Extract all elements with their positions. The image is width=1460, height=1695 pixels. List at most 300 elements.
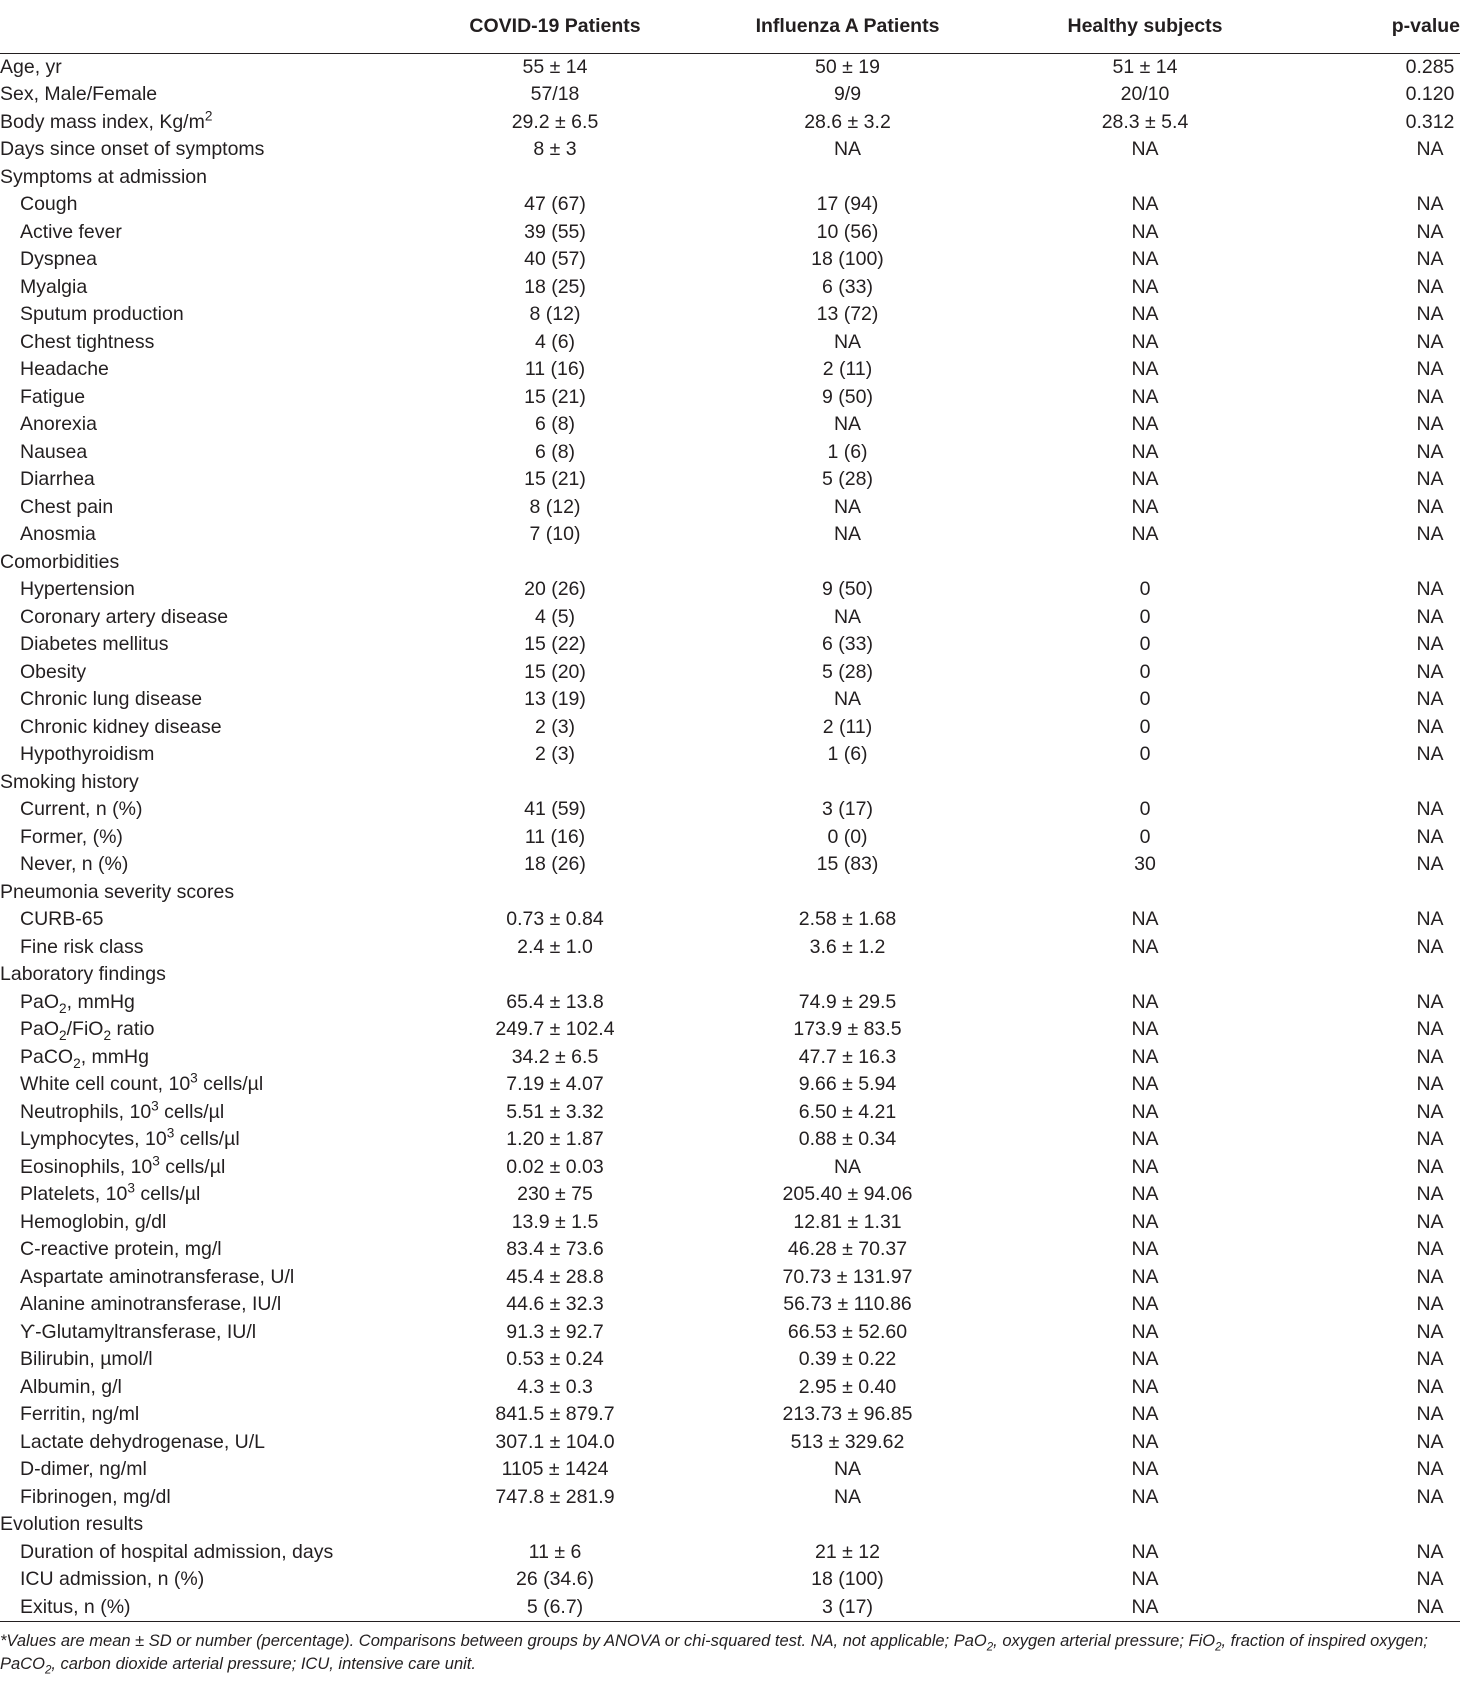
table-row bbox=[0, 961, 1460, 989]
table-row bbox=[0, 411, 1460, 439]
pvalue-value: NA bbox=[1416, 1045, 1444, 1068]
table-row bbox=[0, 384, 1460, 412]
covid-value: 4 (6) bbox=[534, 330, 576, 353]
table-row bbox=[0, 246, 1460, 274]
table-row bbox=[0, 356, 1460, 384]
table-row bbox=[0, 1209, 1460, 1237]
influenza-value: 6 (33) bbox=[822, 633, 873, 655]
row-label: ICU admission, n (%) bbox=[20, 1568, 205, 1590]
table-row bbox=[0, 439, 1460, 467]
section-label: Days since onset of symptoms bbox=[0, 138, 265, 160]
covid-value: 0.53 ± 0.24 bbox=[506, 1348, 604, 1370]
healthy-value: 0 bbox=[1139, 688, 1151, 710]
covid-value: 307.1 ± 104.0 bbox=[495, 1430, 615, 1453]
covid-value: 11 (16) bbox=[524, 358, 586, 380]
table-row bbox=[0, 659, 1460, 687]
healthy-value bbox=[995, 1511, 1295, 1539]
covid-value: 841.5 ± 879.7 bbox=[495, 1403, 615, 1425]
pvalue-value: NA bbox=[1416, 798, 1444, 820]
covid-value bbox=[410, 769, 700, 797]
row-label: Albumin, g/l bbox=[20, 1375, 122, 1398]
influenza-value: NA bbox=[833, 605, 862, 628]
row-label: Bilirubin, µmol/l bbox=[20, 1348, 153, 1370]
row-label: Anosmia bbox=[20, 523, 96, 545]
influenza-value: 0.88 ± 0.34 bbox=[798, 1128, 897, 1150]
covid-value: 11 ± 6 bbox=[528, 1540, 582, 1563]
pvalue-value: NA bbox=[1416, 1540, 1444, 1563]
row-label: Chronic lung disease bbox=[20, 688, 203, 710]
influenza-value: 0 (0) bbox=[827, 825, 868, 848]
covid-value: 6 (8) bbox=[534, 413, 576, 435]
influenza-value: NA bbox=[833, 1155, 862, 1178]
covid-value: 1105 ± 1424 bbox=[501, 1458, 609, 1480]
healthy-value: 30 bbox=[1134, 853, 1156, 875]
pvalue-value: NA bbox=[1416, 1348, 1444, 1370]
pvalue-value: NA bbox=[1416, 605, 1444, 628]
pvalue-value: NA bbox=[1416, 743, 1444, 765]
pvalue-value: NA bbox=[1416, 935, 1444, 958]
table-row bbox=[0, 1594, 1460, 1622]
table-row bbox=[0, 1401, 1460, 1429]
influenza-value: NA bbox=[833, 1485, 862, 1508]
healthy-value bbox=[995, 879, 1295, 907]
row-label: Platelets, $10^3$ cells/µl bbox=[20, 1180, 201, 1205]
pvalue-value bbox=[1295, 769, 1460, 797]
pvalue-value: NA bbox=[1416, 1238, 1444, 1260]
pvalue-value: NA bbox=[1416, 1568, 1444, 1590]
covid-value: 4 (5) bbox=[534, 605, 576, 628]
table-row bbox=[0, 521, 1460, 549]
table-row bbox=[0, 576, 1460, 604]
pvalue-value: NA bbox=[1416, 1018, 1444, 1040]
covid-value: 40 (57) bbox=[524, 248, 586, 270]
healthy-value: NA bbox=[1131, 1128, 1159, 1150]
pvalue-value: NA bbox=[1416, 358, 1444, 380]
covid-value: 47 (67) bbox=[524, 193, 586, 215]
pvalue-value bbox=[1295, 1511, 1460, 1539]
row-label: Diarrhea bbox=[20, 468, 95, 490]
row-label: Eosinophils, $10^3$ cells/µl bbox=[20, 1153, 226, 1178]
row-label: Fine risk class bbox=[20, 935, 144, 958]
row-label: Hypothyroidism bbox=[20, 743, 155, 765]
covid-value: 26 (34.6) bbox=[515, 1568, 595, 1590]
table-row bbox=[0, 1291, 1460, 1319]
pvalue-value: NA bbox=[1416, 1210, 1444, 1233]
healthy-value: NA bbox=[1131, 1458, 1159, 1480]
pvalue-value bbox=[1295, 879, 1460, 907]
row-label: Hemoglobin, g/dl bbox=[20, 1210, 167, 1233]
table-row bbox=[0, 109, 1460, 137]
pvalue-value: NA bbox=[1416, 825, 1444, 848]
influenza-value: 2.95 ± 0.40 bbox=[798, 1375, 897, 1398]
pvalue-value: NA bbox=[1416, 1100, 1444, 1123]
influenza-value: 12.81 ± 1.31 bbox=[793, 1210, 902, 1233]
influenza-value bbox=[700, 879, 995, 907]
row-label: Diabetes mellitus bbox=[20, 633, 169, 655]
row-label: Former, (%) bbox=[20, 825, 123, 848]
influenza-value: 9 (50) bbox=[822, 578, 873, 600]
healthy-value: NA bbox=[1131, 1100, 1159, 1123]
influenza-value: NA bbox=[833, 413, 862, 435]
table-row bbox=[0, 219, 1460, 247]
healthy-value: NA bbox=[1131, 385, 1159, 408]
healthy-value: NA bbox=[1131, 935, 1159, 958]
influenza-value: 13 (72) bbox=[816, 303, 879, 325]
section-label: Smoking history bbox=[0, 770, 139, 793]
row-label: Chest tightness bbox=[20, 330, 155, 353]
pvalue-value: NA bbox=[1416, 330, 1444, 353]
covid-value: 34.2 ± 6.5 bbox=[511, 1045, 599, 1068]
influenza-value: 66.53 ± 52.60 bbox=[787, 1320, 908, 1343]
table-row bbox=[0, 1346, 1460, 1374]
table-row bbox=[0, 879, 1460, 907]
pvalue-value: NA bbox=[1416, 385, 1444, 408]
influenza-value bbox=[700, 961, 995, 989]
covid-value: 45.4 ± 28.8 bbox=[506, 1265, 604, 1288]
covid-value: 13.9 ± 1.5 bbox=[511, 1210, 599, 1233]
table-row bbox=[0, 1456, 1460, 1484]
header-cell-covid: COVID-19 Patients bbox=[410, 0, 700, 53]
section-label: Age, yr bbox=[0, 55, 62, 78]
header-cell-pvalue: p-value bbox=[1295, 0, 1460, 53]
pvalue-value: NA bbox=[1416, 303, 1444, 325]
table-row bbox=[0, 1484, 1460, 1512]
healthy-value: NA bbox=[1131, 358, 1159, 380]
influenza-value: 9.66 ± 5.94 bbox=[798, 1073, 897, 1095]
influenza-value bbox=[700, 769, 995, 797]
row-label: Exitus, n (%) bbox=[0, 1594, 410, 1622]
healthy-value bbox=[995, 164, 1295, 192]
covid-value: 29.2 ± 6.5 bbox=[511, 110, 599, 133]
table-row bbox=[0, 906, 1460, 934]
influenza-value bbox=[700, 549, 995, 577]
table-row bbox=[0, 136, 1460, 164]
table-row bbox=[0, 494, 1460, 522]
covid-value: 83.4 ± 73.6 bbox=[506, 1238, 604, 1260]
table-body bbox=[0, 53, 1460, 1622]
healthy-value: NA bbox=[1131, 1320, 1159, 1343]
pvalue-value: NA bbox=[1416, 908, 1444, 930]
row-label: Obesity bbox=[20, 660, 87, 683]
table-row bbox=[0, 1236, 1460, 1264]
table-row bbox=[0, 769, 1460, 797]
influenza-value: NA bbox=[833, 1458, 862, 1480]
table-row bbox=[0, 191, 1460, 219]
row-label: Chronic kidney disease bbox=[20, 715, 222, 738]
healthy-value: NA bbox=[1131, 1210, 1159, 1233]
covid-value: 15 (20) bbox=[524, 660, 586, 683]
influenza-value: NA bbox=[833, 495, 862, 518]
covid-value: 41 (59) bbox=[524, 798, 586, 820]
pvalue-value: NA bbox=[1416, 495, 1444, 518]
table-row bbox=[0, 1374, 1460, 1402]
healthy-value bbox=[995, 961, 1295, 989]
healthy-value: NA bbox=[1131, 1540, 1159, 1563]
table-row bbox=[0, 741, 1460, 769]
healthy-value: 0 bbox=[1139, 743, 1151, 765]
pvalue-value: 0.312 bbox=[1405, 110, 1455, 133]
covid-value bbox=[410, 549, 700, 577]
influenza-value: 6 (33) bbox=[822, 275, 873, 298]
row-label: Hypertension bbox=[20, 578, 135, 600]
covid-value: 230 ± 75 bbox=[517, 1183, 593, 1205]
influenza-value: 9 (50) bbox=[822, 385, 873, 408]
header-cell-label bbox=[0, 0, 410, 53]
row-label: PaO$_2$, mmHg bbox=[20, 990, 135, 1016]
row-label: White cell count, $10^3$ cells/µl bbox=[20, 1070, 264, 1095]
healthy-value: 51 ± 14 bbox=[1112, 55, 1178, 78]
influenza-value: NA bbox=[833, 330, 862, 353]
pvalue-value: 0.120 bbox=[1405, 83, 1455, 105]
table-row bbox=[0, 466, 1460, 494]
table-row bbox=[0, 1511, 1460, 1539]
section-label: Evolution results bbox=[0, 1513, 144, 1535]
section-label: Symptoms at admission bbox=[0, 165, 207, 188]
pvalue-value: NA bbox=[1416, 990, 1444, 1013]
table-row bbox=[0, 1319, 1460, 1347]
row-label: Headache bbox=[20, 358, 109, 380]
covid-value: 8 (12) bbox=[529, 303, 581, 325]
influenza-value: 46.28 ± 70.37 bbox=[787, 1238, 908, 1260]
section-label: Laboratory findings bbox=[0, 963, 166, 985]
pvalue-value: NA bbox=[1416, 578, 1444, 600]
healthy-value: NA bbox=[1131, 413, 1159, 435]
row-label: Anorexia bbox=[20, 413, 97, 435]
covid-value: 15 (21) bbox=[524, 385, 586, 408]
covid-value: 7.19 ± 4.07 bbox=[506, 1073, 604, 1095]
influenza-value: 17 (94) bbox=[816, 193, 879, 215]
pvalue-value: NA bbox=[1416, 688, 1444, 710]
table-footnote: *Values are mean ± SD or number (percentage). Comparisons between groups by ANOVA or chi-squared test. NA, not applicable; PaO$_2$, oxygen arterial pressure; FiO$_2$, fraction of inspired oxygen; PaCO$_2$, carbon dioxide arterial pressure; ICU, intensive care unit. bbox=[0, 1632, 1428, 1677]
healthy-value: NA bbox=[1131, 440, 1159, 463]
table-row bbox=[0, 1071, 1460, 1099]
section-label: Sex, Male/Female bbox=[0, 83, 158, 105]
healthy-value: 0 bbox=[1139, 660, 1151, 683]
pvalue-value bbox=[1295, 164, 1460, 192]
covid-value: 2 (3) bbox=[534, 715, 576, 738]
healthy-value: NA bbox=[1131, 1045, 1159, 1068]
table-row bbox=[0, 714, 1460, 742]
pvalue-value: NA bbox=[1416, 633, 1444, 655]
row-label: C-reactive protein, mg/l bbox=[20, 1238, 222, 1260]
pvalue-value: NA bbox=[1416, 1375, 1444, 1398]
healthy-value: NA bbox=[1131, 275, 1159, 298]
table-row bbox=[0, 1566, 1460, 1594]
healthy-value: NA bbox=[1131, 1430, 1159, 1453]
healthy-value: NA bbox=[1131, 990, 1159, 1013]
pvalue-value: NA bbox=[1416, 1430, 1444, 1453]
healthy-value: 0 bbox=[1139, 825, 1151, 848]
covid-value: 57/18 bbox=[530, 83, 580, 105]
covid-value: 6 (8) bbox=[534, 440, 576, 463]
influenza-value: 70.73 ± 131.97 bbox=[782, 1265, 913, 1288]
table-row bbox=[0, 1044, 1460, 1072]
covid-value: 39 (55) bbox=[524, 220, 586, 243]
table-row bbox=[0, 1016, 1460, 1044]
covid-value: 44.6 ± 32.3 bbox=[506, 1293, 604, 1315]
covid-value: 2.4 ± 1.0 bbox=[517, 935, 593, 958]
pvalue-value: NA bbox=[1295, 1594, 1460, 1622]
healthy-value: NA bbox=[995, 1594, 1295, 1622]
healthy-value: NA bbox=[1131, 1485, 1159, 1508]
influenza-value: 205.40 ± 94.06 bbox=[782, 1183, 913, 1205]
influenza-value: 3.6 ± 1.2 bbox=[809, 935, 886, 958]
covid-value: 13 (19) bbox=[524, 688, 586, 710]
row-label: Aspartate aminotransferase, U/l bbox=[20, 1265, 295, 1288]
pvalue-value: NA bbox=[1416, 715, 1444, 738]
covid-value: 8 (12) bbox=[529, 495, 581, 518]
healthy-value: NA bbox=[1131, 1018, 1159, 1040]
healthy-value: NA bbox=[1131, 1183, 1159, 1205]
pvalue-value: NA bbox=[1416, 1458, 1444, 1480]
table-header bbox=[0, 0, 1460, 53]
pvalue-value: 0.285 bbox=[1405, 55, 1455, 78]
table-row bbox=[0, 631, 1460, 659]
influenza-value: 21 ± 12 bbox=[815, 1540, 880, 1563]
table-row bbox=[0, 851, 1460, 879]
row-label: Fatigue bbox=[20, 385, 86, 408]
table-row bbox=[0, 81, 1460, 109]
row-label: Cough bbox=[20, 193, 78, 215]
pvalue-value: NA bbox=[1416, 1183, 1444, 1205]
influenza-value: 56.73 ± 110.86 bbox=[783, 1293, 912, 1315]
covid-value: 1.20 ± 1.87 bbox=[506, 1128, 604, 1150]
table-row bbox=[0, 301, 1460, 329]
row-label: Never, n (%) bbox=[20, 853, 129, 875]
covid-value bbox=[410, 1511, 700, 1539]
table-row bbox=[0, 1181, 1460, 1209]
covid-value bbox=[410, 879, 700, 907]
healthy-value: NA bbox=[1131, 1293, 1159, 1315]
influenza-value: 18 (100) bbox=[811, 1568, 884, 1590]
healthy-value: NA bbox=[1131, 138, 1159, 160]
healthy-value: 20/10 bbox=[1120, 83, 1170, 105]
row-label: ϒ-Glutamyltransferase, IU/l bbox=[20, 1320, 257, 1343]
pvalue-value: NA bbox=[1416, 1155, 1444, 1178]
influenza-value: NA bbox=[833, 138, 862, 160]
influenza-value bbox=[700, 1511, 995, 1539]
row-label: Chest pain bbox=[20, 495, 114, 518]
healthy-value: NA bbox=[1131, 908, 1159, 930]
pvalue-value: NA bbox=[1416, 1485, 1444, 1508]
healthy-value bbox=[995, 549, 1295, 577]
pvalue-value bbox=[1295, 961, 1460, 989]
influenza-value: 0.39 ± 0.22 bbox=[798, 1348, 897, 1370]
table-row bbox=[0, 1099, 1460, 1127]
healthy-value: NA bbox=[1131, 1155, 1159, 1178]
row-label: Active fever bbox=[20, 220, 122, 243]
section-label: Body mass index, $Kg/m^2$ bbox=[0, 108, 213, 133]
covid-value: 20 (26) bbox=[524, 578, 586, 600]
header-row bbox=[0, 0, 1460, 53]
influenza-value: 513 ± 329.62 bbox=[790, 1430, 905, 1453]
table-row bbox=[0, 686, 1460, 714]
healthy-value: NA bbox=[1131, 1375, 1159, 1398]
influenza-value: 10 (56) bbox=[816, 220, 879, 243]
healthy-value: NA bbox=[1131, 1568, 1159, 1590]
covid-value: 91.3 ± 92.7 bbox=[506, 1320, 604, 1343]
table-row bbox=[0, 796, 1460, 824]
influenza-value: 9/9 bbox=[833, 83, 862, 105]
row-label: Fibrinogen, mg/dl bbox=[20, 1485, 171, 1508]
row-label: Lymphocytes, $10^3$ cells/µl bbox=[20, 1125, 240, 1150]
pvalue-value: NA bbox=[1416, 1128, 1444, 1150]
influenza-value: 213.73 ± 96.85 bbox=[782, 1403, 913, 1425]
row-label: Myalgia bbox=[20, 275, 88, 298]
section-label: Pneumonia severity scores bbox=[0, 880, 235, 903]
header-cell-healthy: Healthy subjects bbox=[995, 0, 1295, 53]
influenza-value: 1 (6) bbox=[827, 743, 868, 765]
table-row bbox=[0, 1429, 1460, 1457]
table-row bbox=[0, 1154, 1460, 1182]
pvalue-value: NA bbox=[1416, 248, 1444, 270]
covid-value: 55 ± 14 bbox=[522, 55, 588, 78]
pvalue-value: NA bbox=[1416, 1320, 1444, 1343]
covid-value: 7 (10) bbox=[529, 523, 581, 545]
table-row bbox=[0, 934, 1460, 962]
table-row bbox=[0, 53, 1460, 81]
row-label: Neutrophils, $10^3$ cells/µl bbox=[20, 1098, 225, 1123]
covid-value: 11 (16) bbox=[524, 825, 586, 848]
influenza-value: 2.58 ± 1.68 bbox=[798, 908, 897, 930]
row-label: Nausea bbox=[20, 440, 88, 463]
table-row bbox=[0, 549, 1460, 577]
influenza-value: 2 (11) bbox=[822, 358, 873, 380]
table-row bbox=[0, 329, 1460, 357]
pvalue-value: NA bbox=[1416, 1403, 1444, 1425]
section-label: Comorbidities bbox=[0, 550, 120, 573]
pvalue-value: NA bbox=[1416, 1265, 1444, 1288]
table-row bbox=[0, 824, 1460, 852]
covid-value: 8 ± 3 bbox=[533, 138, 577, 160]
pvalue-value: NA bbox=[1416, 220, 1444, 243]
row-label: Ferritin, ng/ml bbox=[20, 1403, 140, 1425]
row-label: Sputum production bbox=[20, 303, 184, 325]
row-label: PaCO$_2$, mmHg bbox=[20, 1045, 149, 1071]
influenza-value: 18 (100) bbox=[811, 248, 884, 270]
healthy-value: NA bbox=[1131, 248, 1159, 270]
row-label: D-dimer, ng/ml bbox=[20, 1458, 147, 1480]
covid-value: 65.4 ± 13.8 bbox=[506, 990, 604, 1013]
pvalue-value: NA bbox=[1416, 468, 1444, 490]
covid-value bbox=[410, 164, 700, 192]
row-label: Current, n (%) bbox=[20, 798, 143, 820]
covid-value bbox=[410, 961, 700, 989]
healthy-value: NA bbox=[1131, 1238, 1159, 1260]
pvalue-value: NA bbox=[1416, 413, 1444, 435]
covid-value: 15 (22) bbox=[524, 633, 586, 655]
covid-value: 0.73 ± 0.84 bbox=[506, 908, 604, 930]
pvalue-value: NA bbox=[1416, 1293, 1444, 1315]
influenza-value: 15 (83) bbox=[816, 853, 879, 875]
row-label: Duration of hospital admission, days bbox=[20, 1540, 334, 1563]
pvalue-value bbox=[1295, 549, 1460, 577]
healthy-value: 28.3 ± 5.4 bbox=[1101, 110, 1189, 133]
influenza-value: 5 (28) bbox=[822, 468, 873, 490]
covid-value: 0.02 ± 0.03 bbox=[506, 1155, 604, 1178]
influenza-value: 50 ± 19 bbox=[815, 55, 880, 78]
pvalue-value: NA bbox=[1416, 1073, 1444, 1095]
influenza-value: 6.50 ± 4.21 bbox=[798, 1100, 897, 1123]
row-label: CURB-65 bbox=[20, 908, 104, 930]
pvalue-value: NA bbox=[1416, 853, 1444, 875]
pvalue-value: NA bbox=[1416, 523, 1444, 545]
pvalue-value: NA bbox=[1416, 440, 1444, 463]
healthy-value: NA bbox=[1131, 303, 1159, 325]
influenza-value: 74.9 ± 29.5 bbox=[798, 990, 897, 1013]
row-label: Coronary artery disease bbox=[20, 605, 229, 628]
pvalue-value: NA bbox=[1416, 660, 1444, 683]
